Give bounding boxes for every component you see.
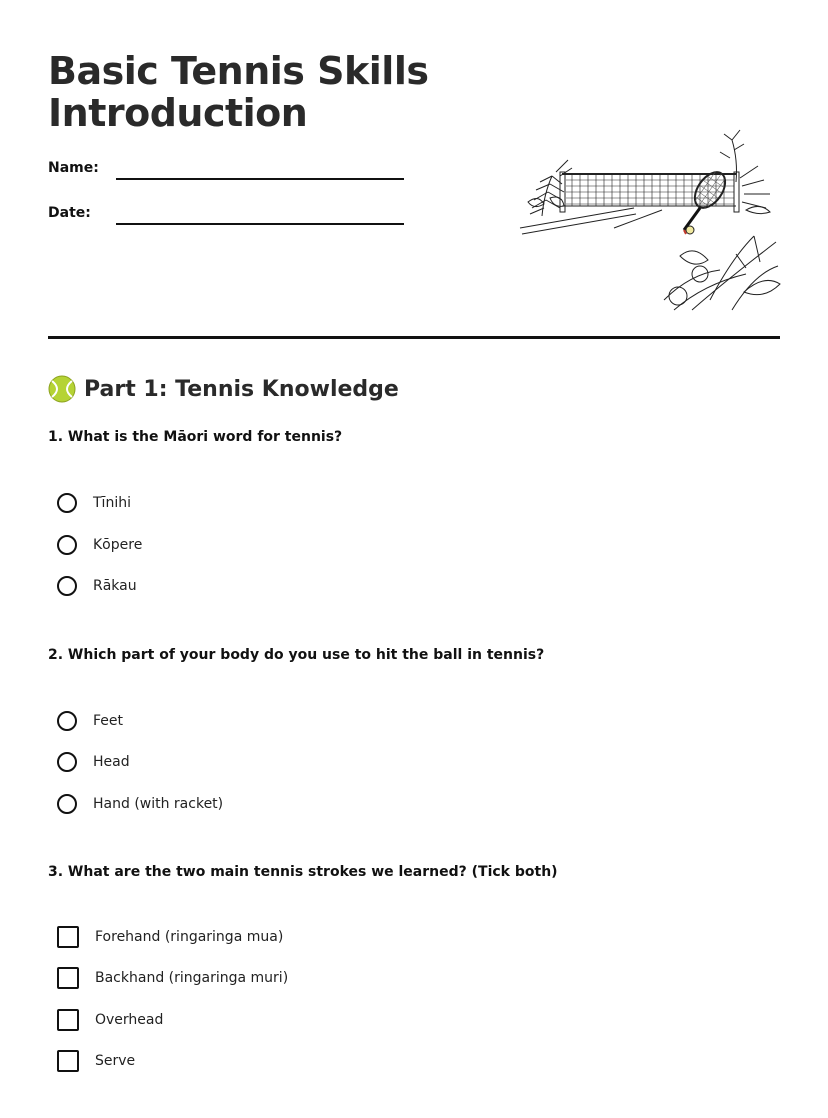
q3-option-1[interactable] <box>57 925 283 949</box>
tennis-ball-icon <box>48 375 76 403</box>
date-label: Date: <box>48 205 91 221</box>
q3-option-1-checkbox[interactable] <box>57 926 79 948</box>
q1-option-2[interactable] <box>57 533 142 557</box>
q1-option-2-radio[interactable] <box>57 535 77 555</box>
q3-option-3-label: Overhead <box>95 1012 164 1028</box>
q1-option-3[interactable] <box>57 574 137 598</box>
question-1-text: 1. What is the Māori word for tennis? <box>48 429 343 445</box>
date-field[interactable] <box>48 205 408 235</box>
page-title <box>48 50 428 134</box>
name-input-line[interactable] <box>116 178 404 180</box>
q2-option-1-label: Feet <box>93 713 124 729</box>
q1-option-3-label: Rākau <box>93 578 137 594</box>
q3-option-4[interactable] <box>57 1049 135 1073</box>
section-divider <box>48 336 780 339</box>
q3-option-4-label: Serve <box>95 1053 136 1069</box>
q1-option-1-label: Tīnihi <box>93 495 131 511</box>
q1-option-1-radio[interactable] <box>57 493 77 513</box>
q3-option-3-checkbox[interactable] <box>57 1009 79 1031</box>
name-label: Name: <box>48 160 99 176</box>
name-field[interactable] <box>48 160 408 190</box>
q3-option-2[interactable] <box>57 966 288 990</box>
tennis-court-illustration <box>514 124 784 320</box>
q2-option-2-radio[interactable] <box>57 752 77 772</box>
title-line-2: Introduction <box>48 91 308 135</box>
part1-title: Part 1: Tennis Knowledge <box>84 376 399 402</box>
q2-option-1-radio[interactable] <box>57 711 77 731</box>
q1-option-3-radio[interactable] <box>57 576 77 596</box>
q3-option-4-checkbox[interactable] <box>57 1050 79 1072</box>
q2-option-3-label: Hand (with racket) <box>93 796 224 812</box>
q3-option-2-label: Backhand (ringaringa muri) <box>95 970 289 986</box>
q1-option-2-label: Kōpere <box>93 537 143 553</box>
question-2-text: 2. Which part of your body do you use to hit the ball in tennis? <box>48 647 545 663</box>
q1-option-1[interactable] <box>57 491 131 515</box>
part1-heading <box>48 374 399 404</box>
q3-option-2-checkbox[interactable] <box>57 967 79 989</box>
q2-option-3[interactable] <box>57 792 223 816</box>
q2-option-2[interactable] <box>57 750 130 774</box>
q2-option-3-radio[interactable] <box>57 794 77 814</box>
q2-option-1[interactable] <box>57 709 123 733</box>
q2-option-2-label: Head <box>93 754 130 770</box>
q3-option-3[interactable] <box>57 1008 163 1032</box>
q3-option-1-label: Forehand (ringaringa mua) <box>95 929 284 945</box>
title-line-1: Basic Tennis Skills <box>48 49 429 93</box>
date-input-line[interactable] <box>116 223 404 225</box>
question-3-text: 3. What are the two main tennis strokes we learned? (Tick both) <box>48 864 558 880</box>
